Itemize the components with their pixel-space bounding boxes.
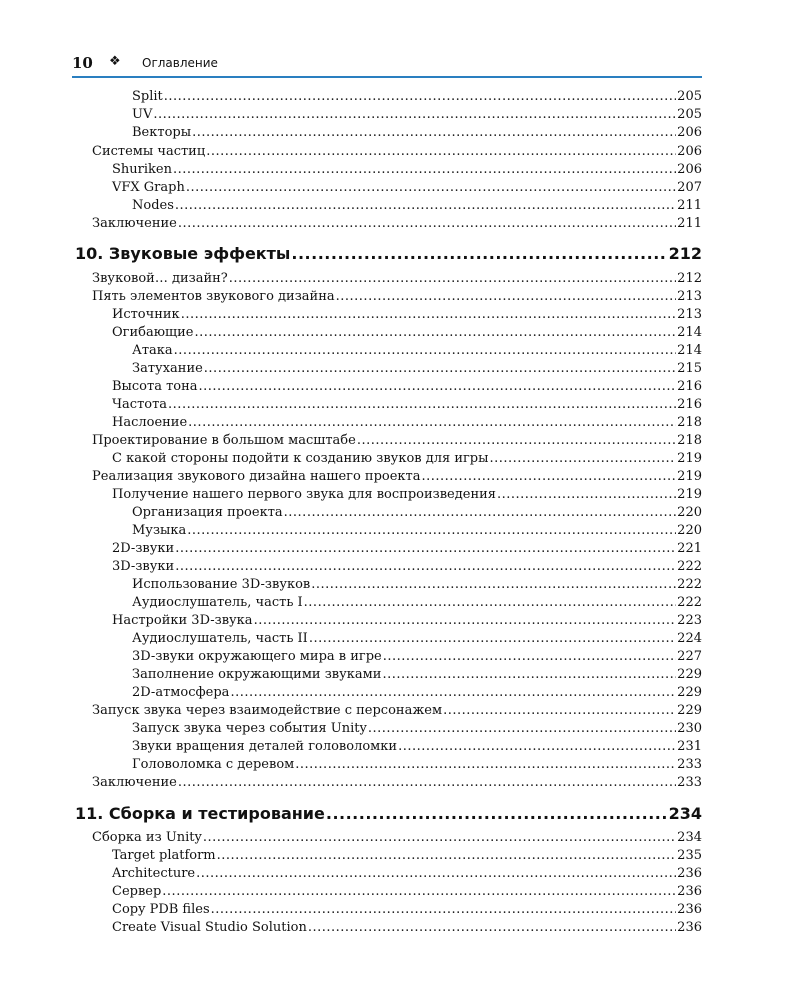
running-title: Оглавление xyxy=(142,56,218,70)
entry-page-number: 221 xyxy=(677,541,702,556)
entry-title: Сборка из Unity xyxy=(92,830,202,845)
entry-page-number: 229 xyxy=(677,685,702,700)
entry-page-number: 212 xyxy=(668,244,702,263)
entry-title: Реализация звукового дизайна нашего проекта xyxy=(92,469,421,484)
toc-entry[interactable] xyxy=(132,360,702,378)
entry-page-number: 231 xyxy=(677,739,702,754)
entry-page-number: 214 xyxy=(677,325,702,340)
dot-leader xyxy=(497,486,676,504)
entry-title: 11. Сборка и тестирование xyxy=(75,804,325,823)
entry-title: 2D-атмосфера xyxy=(132,685,230,700)
entry-page-number: 211 xyxy=(677,198,702,213)
toc-entry[interactable] xyxy=(132,594,702,612)
entry-page-number: 220 xyxy=(677,523,702,538)
toc-entry[interactable] xyxy=(132,88,702,106)
entry-title: Получение нашего первого звука для воспроизведения xyxy=(112,487,496,502)
dot-leader xyxy=(188,414,676,432)
dot-leader xyxy=(311,576,676,594)
toc-entry[interactable] xyxy=(132,124,702,142)
dot-leader xyxy=(164,88,676,106)
entry-title: Проектирование в большом масштабе xyxy=(92,433,356,448)
entry-page-number: 206 xyxy=(677,162,702,177)
entry-page-number: 236 xyxy=(677,920,702,935)
toc-entry[interactable] xyxy=(132,576,702,594)
dot-leader xyxy=(199,378,677,396)
toc-entry[interactable] xyxy=(112,901,702,919)
entry-title: Источник xyxy=(112,307,180,322)
dot-leader xyxy=(217,847,677,865)
dot-leader xyxy=(175,540,676,558)
toc-entry[interactable] xyxy=(92,702,702,720)
entry-title: Частота xyxy=(112,397,168,412)
entry-title: Использование 3D-звуков xyxy=(132,577,311,592)
entry-title: Высота тона xyxy=(112,379,198,394)
toc-entry[interactable] xyxy=(132,738,702,756)
dot-leader xyxy=(173,161,676,179)
toc-entry[interactable] xyxy=(92,288,702,306)
entry-page-number: 219 xyxy=(677,469,702,484)
dot-leader xyxy=(187,522,676,540)
entry-page-number: 207 xyxy=(677,180,702,195)
page-number: 10 xyxy=(72,54,93,72)
running-header xyxy=(72,52,702,78)
dot-leader xyxy=(357,432,676,450)
dot-leader xyxy=(206,143,676,161)
dot-leader xyxy=(186,179,676,197)
dot-leader xyxy=(162,883,676,901)
toc-entry[interactable] xyxy=(112,161,702,179)
fleuron-icon: ❖ xyxy=(109,54,121,69)
toc-entry[interactable] xyxy=(112,179,702,197)
entry-page-number: 235 xyxy=(677,848,702,863)
entry-title: Заключение xyxy=(92,775,177,790)
dot-leader xyxy=(174,342,677,360)
entry-page-number: 222 xyxy=(677,559,702,574)
entry-page-number: 218 xyxy=(677,433,702,448)
entry-title: Architecture xyxy=(112,866,196,881)
entry-page-number: 224 xyxy=(677,631,702,646)
entry-page-number: 215 xyxy=(677,361,702,376)
toc-entry[interactable] xyxy=(112,540,702,558)
dot-leader xyxy=(178,774,676,792)
chapter-entry[interactable] xyxy=(75,802,702,826)
toc-entry[interactable] xyxy=(92,143,702,161)
dot-leader xyxy=(175,558,676,576)
entry-title: Пять элементов звукового дизайна xyxy=(92,289,335,304)
entry-page-number: 236 xyxy=(677,884,702,899)
dot-leader xyxy=(326,802,668,826)
entry-title: Векторы xyxy=(132,125,192,140)
dot-leader xyxy=(368,720,676,738)
entry-page-number: 205 xyxy=(677,107,702,122)
dot-leader xyxy=(489,450,676,468)
dot-leader xyxy=(203,829,676,847)
entry-title: Музыка xyxy=(132,523,187,538)
toc-entry[interactable] xyxy=(92,468,702,486)
entry-title: 3D-звуки xyxy=(112,559,175,574)
toc-entry[interactable] xyxy=(112,865,702,883)
dot-leader xyxy=(336,288,677,306)
dot-leader xyxy=(291,242,667,266)
entry-page-number: 229 xyxy=(677,667,702,682)
entry-page-number: 216 xyxy=(677,379,702,394)
toc-entry[interactable] xyxy=(112,450,702,468)
entry-title: Заполнение окружающими звуками xyxy=(132,667,382,682)
toc-entry[interactable] xyxy=(112,919,702,937)
toc-entry[interactable] xyxy=(112,414,702,432)
dot-leader xyxy=(309,630,676,648)
dot-leader xyxy=(204,360,676,378)
entry-title: 2D-звуки xyxy=(112,541,175,556)
entry-page-number: 219 xyxy=(677,451,702,466)
dot-leader xyxy=(230,684,676,702)
dot-leader xyxy=(422,468,677,486)
entry-title: Copy PDB files xyxy=(112,902,210,917)
entry-title: Сервер xyxy=(112,884,162,899)
entry-title: Аудиослушатель, часть II xyxy=(132,631,308,646)
toc-entry[interactable] xyxy=(112,883,702,901)
dot-leader xyxy=(443,702,676,720)
entry-title: Затухание xyxy=(132,361,203,376)
entry-title: С какой стороны подойти к созданию звуков для игры xyxy=(112,451,489,466)
toc-entry[interactable] xyxy=(112,396,702,414)
toc-entry[interactable] xyxy=(132,522,702,540)
entry-title: Запуск звука через взаимодействие с персонажем xyxy=(92,703,443,718)
dot-leader xyxy=(196,865,676,883)
entry-title: Split xyxy=(132,89,163,104)
dot-leader xyxy=(398,738,676,756)
entry-title: Nodes xyxy=(132,198,174,213)
entry-page-number: 233 xyxy=(677,775,702,790)
toc-entry[interactable] xyxy=(92,829,702,847)
toc-entry[interactable] xyxy=(92,270,702,288)
dot-leader xyxy=(181,306,676,324)
entry-title: UV xyxy=(132,107,153,122)
entry-page-number: 222 xyxy=(677,595,702,610)
toc-entry[interactable] xyxy=(92,774,702,792)
chapter-entry[interactable] xyxy=(75,242,702,266)
entry-page-number: 213 xyxy=(677,289,702,304)
entry-page-number: 211 xyxy=(677,216,702,231)
entry-title: 3D-звуки окружающего мира в игре xyxy=(132,649,382,664)
entry-page-number: 236 xyxy=(677,866,702,881)
toc-entry[interactable] xyxy=(132,684,702,702)
entry-title: Target platform xyxy=(112,848,216,863)
dot-leader xyxy=(153,106,676,124)
toc-entry[interactable] xyxy=(132,106,702,124)
entry-page-number: 227 xyxy=(677,649,702,664)
entry-title: Create Visual Studio Solution xyxy=(112,920,307,935)
entry-title: Shuriken xyxy=(112,162,172,177)
dot-leader xyxy=(304,594,677,612)
toc-entry[interactable] xyxy=(132,720,702,738)
entry-title: VFX Graph xyxy=(112,180,185,195)
entry-page-number: 213 xyxy=(677,307,702,322)
dot-leader xyxy=(192,124,676,142)
toc-entry[interactable] xyxy=(132,666,702,684)
entry-title: Наслоение xyxy=(112,415,188,430)
entry-page-number: 219 xyxy=(677,487,702,502)
entry-title: Системы частиц xyxy=(92,144,206,159)
entry-page-number: 212 xyxy=(677,271,702,286)
entry-page-number: 222 xyxy=(677,577,702,592)
entry-title: Заключение xyxy=(92,216,177,231)
entry-page-number: 230 xyxy=(677,721,702,736)
entry-page-number: 218 xyxy=(677,415,702,430)
entry-title: Организация проекта xyxy=(132,505,283,520)
dot-leader xyxy=(168,396,676,414)
entry-page-number: 234 xyxy=(677,830,702,845)
dot-leader xyxy=(295,756,676,774)
entry-page-number: 216 xyxy=(677,397,702,412)
toc-entry[interactable] xyxy=(132,756,702,774)
toc-entry[interactable] xyxy=(92,432,702,450)
toc-entry[interactable] xyxy=(132,630,702,648)
entry-page-number: 205 xyxy=(677,89,702,104)
toc-entry[interactable] xyxy=(92,215,702,233)
entry-title: Головоломка с деревом xyxy=(132,757,295,772)
dot-leader xyxy=(175,197,676,215)
dot-leader xyxy=(229,270,676,288)
dot-leader xyxy=(211,901,677,919)
entry-page-number: 206 xyxy=(677,144,702,159)
toc-entry[interactable] xyxy=(132,504,702,522)
toc-entry[interactable] xyxy=(112,378,702,396)
entry-page-number: 229 xyxy=(677,703,702,718)
toc-entry[interactable] xyxy=(112,612,702,630)
dot-leader xyxy=(308,919,676,937)
entry-title: Звуки вращения деталей головоломки xyxy=(132,739,398,754)
entry-title: Звуковой… дизайн? xyxy=(92,271,228,286)
entry-page-number: 214 xyxy=(677,343,702,358)
dot-leader xyxy=(178,215,676,233)
entry-title: Настройки 3D-звука xyxy=(112,613,253,628)
toc-entry[interactable] xyxy=(112,306,702,324)
entry-page-number: 236 xyxy=(677,902,702,917)
dot-leader xyxy=(382,666,676,684)
toc-entry[interactable] xyxy=(132,342,702,360)
entry-title: Аудиослушатель, часть I xyxy=(132,595,303,610)
entry-title: Атака xyxy=(132,343,173,358)
entry-page-number: 223 xyxy=(677,613,702,628)
toc-entry[interactable] xyxy=(132,648,702,666)
entry-title: Огибающие xyxy=(112,325,194,340)
entry-page-number: 233 xyxy=(677,757,702,772)
dot-leader xyxy=(383,648,676,666)
dot-leader xyxy=(194,324,676,342)
entry-page-number: 206 xyxy=(677,125,702,140)
toc-entry[interactable] xyxy=(112,486,702,504)
toc-entry[interactable] xyxy=(112,558,702,576)
toc-entry[interactable] xyxy=(132,197,702,215)
dot-leader xyxy=(284,504,677,522)
entry-title: Запуск звука через события Unity xyxy=(132,721,367,736)
dot-leader xyxy=(254,612,677,630)
entry-page-number: 220 xyxy=(677,505,702,520)
entry-page-number: 234 xyxy=(668,804,702,823)
toc-entry[interactable] xyxy=(112,324,702,342)
toc-entry[interactable] xyxy=(112,847,702,865)
entry-title: 10. Звуковые эффекты xyxy=(75,244,291,263)
